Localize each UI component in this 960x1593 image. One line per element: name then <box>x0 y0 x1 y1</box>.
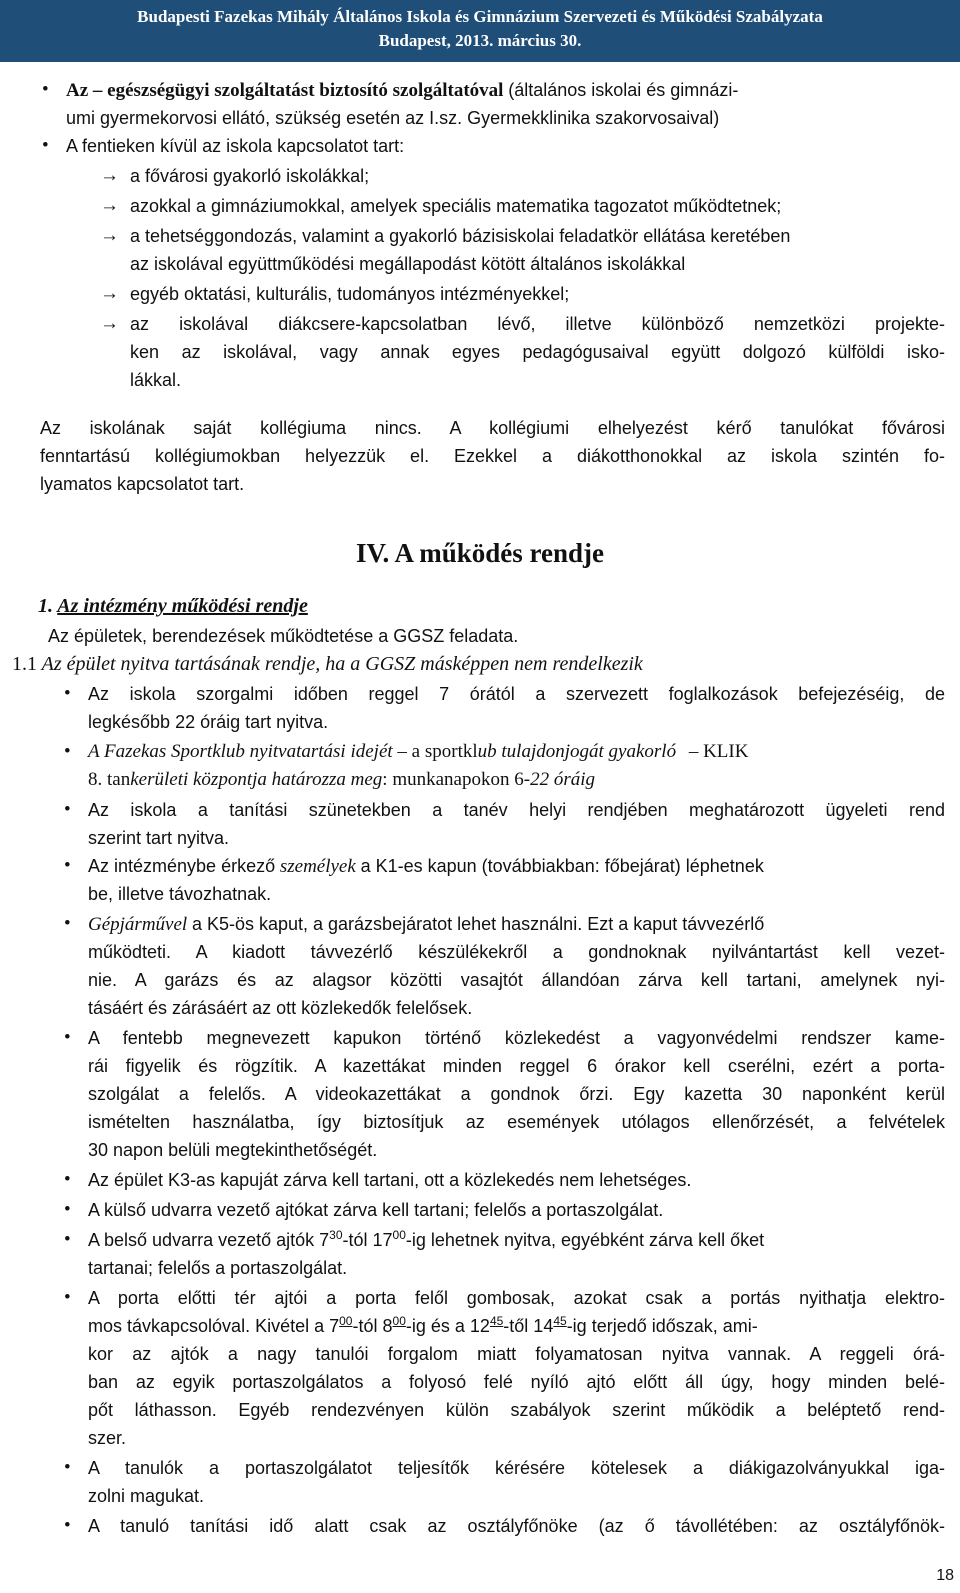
paragraph-title: Az épület nyitva tartásának rendje, ha a GGSZ másképpen nem rendelkezik <box>41 653 643 675</box>
bullet-dot: • <box>64 683 71 704</box>
kollegium-para: fenntartású kollégiumokban helyezzük el. Ezekkel a diákotthonokkal az iskola szintén fo- <box>40 446 945 466</box>
paragraph-heading <box>12 650 643 678</box>
bullet-dot: • <box>64 1515 71 1536</box>
text: (általános iskolai és gimnázi- <box>508 80 739 100</box>
intro-bullet-1-cont: umi gyermekorvosi ellátó, szükség esetén az I.sz. Gyermekklinika szakorvosaival) <box>66 108 720 128</box>
text: Az intézménybe érkező <box>88 856 276 876</box>
list-item: A külső udvarra vezető ajtókat zárva kell tartani; felelős a portaszolgálat. <box>88 1200 664 1220</box>
bullet-dot: • <box>42 135 49 156</box>
list-item-cont: működteti. A kiadott távvezérlő készülékekről a gondnoknak nyilvántartást kell vezet- <box>88 942 945 962</box>
italic-text: Gépjárművel <box>88 914 188 935</box>
list-item: A tanulók a portaszolgálatot teljesítők kérésére kötelesek a diákigazolványukkal iga- <box>88 1458 945 1478</box>
kollegium-para: Az iskolának saját kollégiuma nincs. A kollégiumi elhelyezést kérő tanulókat fővárosi <box>40 418 945 438</box>
arrow-item-cont: az iskolával együttműködési megállapodást kötött általános iskolákkal <box>130 254 686 274</box>
text: 8. tan <box>88 769 131 790</box>
italic-text: ub tulajdonjogát gyakorló <box>477 741 677 762</box>
list-item: Az iskola szorgalmi időben reggel 7 órától a szervezett foglalkozások befejezéséig, de <box>88 684 945 704</box>
document-header <box>0 0 960 62</box>
text: -től 14 <box>503 1316 554 1336</box>
bullet-dot: • <box>64 1199 71 1220</box>
bullet-dot: • <box>64 855 71 876</box>
list-item-cont: tásáért és zárásáért az ott közlekedők felelősek. <box>88 998 473 1018</box>
intro-bullet-2: A fentieken kívül az iskola kapcsolatot tart: <box>66 136 405 156</box>
time-superscript: 00 <box>339 1314 353 1328</box>
text: a K5-ös kaput, a garázsbejáratot lehet használni. Ezt a kaput távvezérlő <box>191 914 765 934</box>
arrow-item: egyéb oktatási, kulturális, tudományos intézményekkel; <box>130 284 570 304</box>
time-superscript: 30 <box>329 1228 343 1242</box>
bullet-dot: • <box>64 799 71 820</box>
list-item <box>88 910 764 939</box>
list-item-cont: szolgálat a felelős. A videokazettákat a gondnok őrzi. Egy kazetta 30 naponként kerül <box>88 1084 945 1104</box>
list-item-cont: szerint tart nyitva. <box>88 828 230 848</box>
list-item: Az iskola a tanítási szünetekben a tanév helyi rendjében meghatározott ügyeleti rend <box>88 800 945 820</box>
list-item <box>88 738 748 766</box>
bullet-dot: • <box>64 1287 71 1308</box>
time-superscript: 00 <box>392 1228 406 1242</box>
arrow-item: a tehetséggondozás, valamint a gyakorló bázisiskolai feladatkör ellátása keretében <box>130 226 791 246</box>
text: mos távkapcsolóval. Kivétel a 7 <box>88 1316 340 1336</box>
list-item <box>88 1226 764 1254</box>
page-number: 18 <box>936 1567 954 1584</box>
arrow-icon: → <box>100 195 119 216</box>
arrow-item: a fővárosi gyakorló iskolákkal; <box>130 166 370 186</box>
list-item: A fentebb megnevezett kapukon történő közlekedést a vagyonvédelmi rendszer kame- <box>88 1028 945 1048</box>
bullet-dot: • <box>64 913 71 934</box>
list-item: A tanuló tanítási idő alatt csak az osztályfőnöke (az ő távollétében: az osztályfőnök- <box>88 1516 945 1536</box>
arrow-icon: → <box>100 165 119 186</box>
text: : munkanapokon 6- <box>382 769 531 790</box>
text: – a sportkl <box>397 741 478 762</box>
text: a K1-es kapun (továbbiakban: főbejárat) léphetnek <box>360 856 764 876</box>
chapter-title: IV. A működés rendje <box>355 538 605 568</box>
text: -ig és a 12 <box>405 1316 490 1336</box>
bullet-dot: • <box>64 1169 71 1190</box>
time-superscript: 45 <box>489 1314 504 1328</box>
bold-text: Az – egészségügyi szolgáltatást biztosító szolgáltatóval <box>66 80 504 101</box>
time-superscript: 00 <box>392 1314 406 1328</box>
text: – KLIK <box>688 741 749 762</box>
list-item-cont: pőt láthasson. Egyéb rendezvényen külön szabályok szerint működik a beléptető rend- <box>88 1400 945 1420</box>
list-item: Az épület K3-as kapuját zárva kell tartani, ott a közlekedés nem lehetséges. <box>88 1170 692 1190</box>
arrow-icon: → <box>100 283 119 304</box>
italic-text: 22 óráig <box>530 769 595 790</box>
text: -ig lehetnek nyitva, egyébként zárva kell őket <box>405 1230 765 1250</box>
list-item-cont: nie. A garázs és az alagsor közötti vasajtót állandóan zárva kell tartani, amelynek nyi- <box>88 970 945 990</box>
list-item-cont: ban az egyik portaszolgálatos a folyosó felé nyíló ajtó előtt áll úgy, hogy minden belé- <box>88 1372 945 1392</box>
kollegium-para: lyamatos kapcsolatot tart. <box>40 474 245 494</box>
arrow-item-cont: lákkal. <box>130 370 182 390</box>
list-item-cont: legkésőbb 22 óráig tart nyitva. <box>88 712 329 732</box>
section-heading <box>38 592 308 620</box>
list-item-cont: rái figyelik és rögzítik. A kazettákat minden reggel 6 órakor kell cserélni, ezért a porta- <box>88 1056 945 1076</box>
bullet-dot: • <box>64 1027 71 1048</box>
list-item-cont: be, illetve távozhatnak. <box>88 884 272 904</box>
header-date: Budapest, 2013. március 30. <box>378 31 582 50</box>
section-subtitle: Az épületek, berendezések működtetése a GGSZ feladata. <box>48 626 519 646</box>
italic-text: személyek <box>279 856 356 877</box>
arrow-item-cont: ken az iskolával, vagy annak egyes pedagógusaival együtt dolgozó külföldi isko- <box>130 342 945 362</box>
list-item-cont: tartanai; felelős a portaszolgálat. <box>88 1258 348 1278</box>
text: -tól 17 <box>342 1230 393 1250</box>
bullet-dot: • <box>64 741 71 762</box>
list-item-cont: kor az ajtók a nagy tanulói forgalom miatt folyamatosan nyitva vannak. A reggeli órá- <box>88 1344 945 1364</box>
paragraph-number: 1.1 <box>12 653 37 675</box>
list-item-cont: szer. <box>88 1428 127 1448</box>
arrow-item: azokkal a gimnáziumokkal, amelyek speciális matematika tagozatot működtetnek; <box>130 196 782 216</box>
list-item-cont <box>88 1312 758 1340</box>
header-title: Budapesti Fazekas Mihály Általános Iskola és Gimnázium Szervezeti és Működési Szabályzata <box>137 7 823 26</box>
arrow-icon: → <box>100 225 119 246</box>
arrow-icon: → <box>100 313 119 334</box>
section-title: Az intézmény működési rendje <box>57 595 308 617</box>
time-superscript: 45 <box>553 1314 567 1328</box>
arrow-item: az iskolával diákcsere-kapcsolatban lévő, illetve különböző nemzetközi projekte- <box>130 314 945 334</box>
italic-text: A Fazekas Sportklub nyitvatartási idejét <box>88 741 393 762</box>
list-item: A porta előtti tér ajtói a porta felől gombosak, azokat csak a portás nyithatja elektro- <box>88 1288 945 1308</box>
intro-bullet-1 <box>66 76 738 105</box>
text: A belső udvarra vezető ajtók 7 <box>88 1230 330 1250</box>
list-item-cont: 30 napon belüli megtekinthetőségét. <box>88 1140 378 1160</box>
italic-text: kerületi központja határozza meg <box>130 769 383 790</box>
bullet-dot: • <box>42 79 49 100</box>
section-number: 1. <box>38 595 53 617</box>
list-item-cont: ismételten használatba, így biztosítjuk az események utólagos ellenőrzését, a felvételek <box>88 1112 945 1132</box>
text: -tól 8 <box>352 1316 393 1336</box>
text: -ig terjedő időszak, ami- <box>566 1316 758 1336</box>
bullet-dot: • <box>64 1457 71 1478</box>
list-item <box>88 852 764 881</box>
list-item-cont: zolni magukat. <box>88 1486 205 1506</box>
bullet-dot: • <box>64 1229 71 1250</box>
list-item-cont <box>88 766 595 794</box>
